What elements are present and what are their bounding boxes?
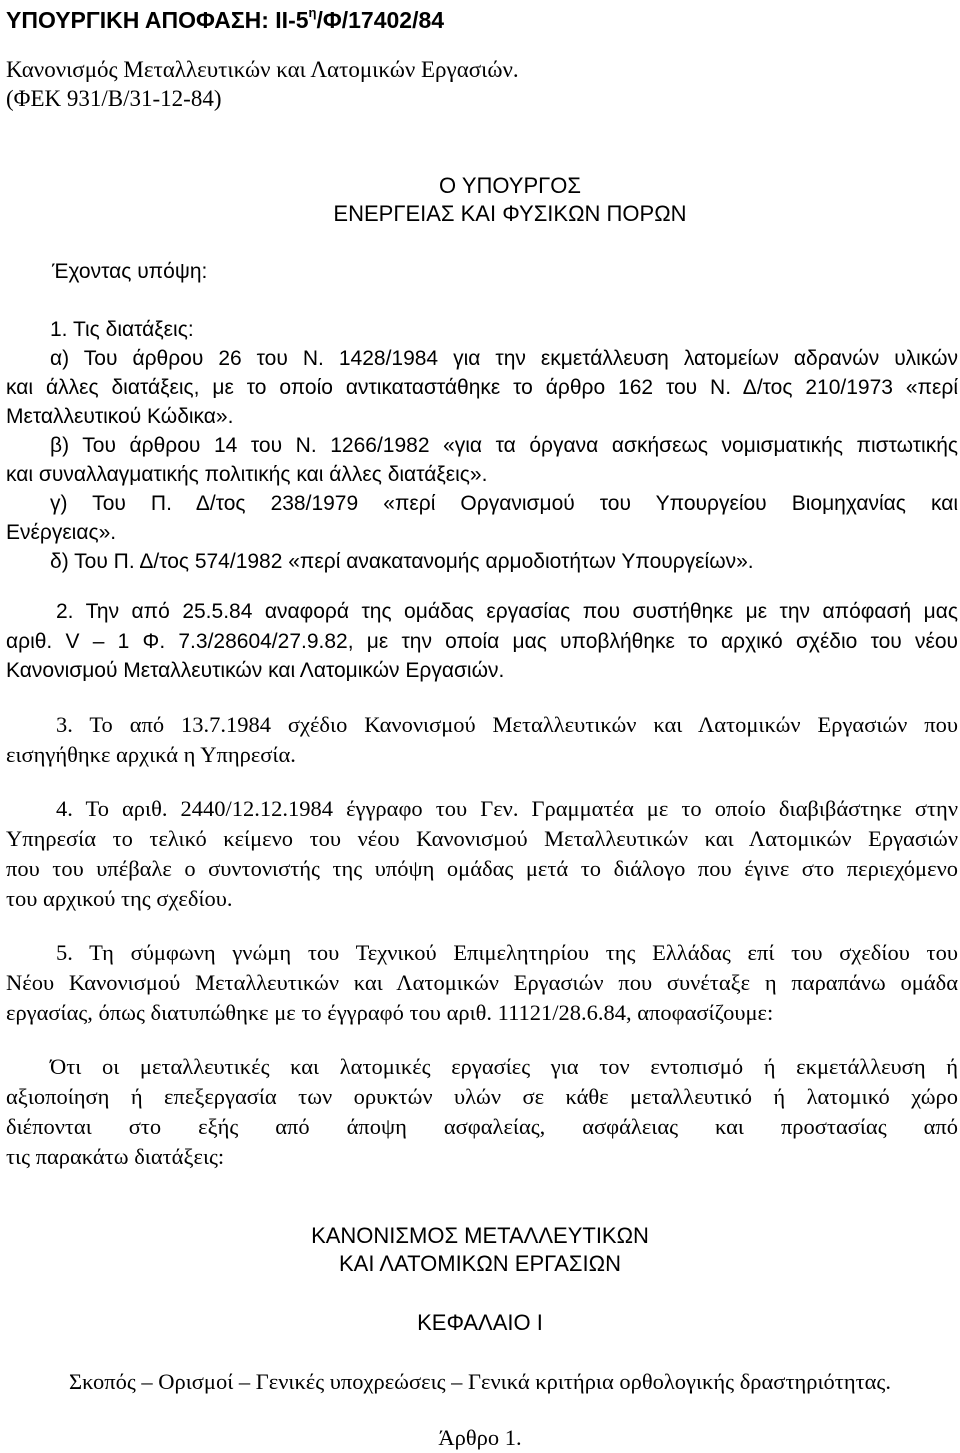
authority-line-2: ΕΝΕΡΓΕΙΑΣ ΚΑΙ ΦΥΣΙΚΩΝ ΠΟΡΩΝ bbox=[333, 201, 687, 226]
decision-paragraph bbox=[6, 1052, 958, 1172]
item-1c-line-2: Ενέργειας». bbox=[6, 521, 117, 544]
having-regard-label: Έχοντας υπόψη: bbox=[52, 260, 208, 283]
item-5-line-3: εργασίας, όπως διατυπώθηκε με το έγγραφό του αριθ. 11121/28.6.84, αποφασίζουμε: bbox=[6, 1000, 774, 1025]
item-5-line-1: 5. Τη σύμφωνη γνώμη του Τεχνικού Επιμελητηρίου της Ελλάδας επί του σχεδίου του bbox=[56, 940, 958, 965]
item-3-line-1: 3. Το από 13.7.1984 σχέδιο Κανονισμού Μεταλλευτικών και Λατομικών Εργασιών που bbox=[56, 712, 958, 737]
decision-line-1: Ότι οι μεταλλευτικές και λατομικές εργασίες για τον εντοπισμό ή εκμετάλλευση ή bbox=[50, 1054, 958, 1079]
item-2-line-3: Κανονισμού Μεταλλευτικών και Λατομικών Εργασιών. bbox=[6, 659, 505, 682]
decision-line-3: διέπονται στο εξής από άποψη ασφαλείας, ασφάλειας και προστασίας από bbox=[6, 1114, 958, 1139]
chapter-heading: ΚΕΦΑΛΑΙΟ Ι bbox=[417, 1310, 543, 1335]
document-subtitle: Κανονισμός Μεταλλευτικών και Λατομικών Εργασιών. bbox=[6, 57, 519, 82]
item-1a-line-2: και άλλες διατάξεις, με το οποίο αντικαταστάθηκε το άρθρο 162 του Ν. Δ/τος 210/1973 «περί bbox=[6, 376, 958, 399]
item-3-line-2: εισηγήθηκε αρχικά η Υπηρεσία. bbox=[6, 742, 296, 767]
item-1b-line-2: και συναλλαγματικής πολιτικής και άλλες διατάξεις». bbox=[6, 463, 488, 486]
preamble-item-5 bbox=[6, 938, 958, 1028]
title-suffix: /Φ/17402/84 bbox=[316, 7, 445, 33]
item-4-line-3: που του υπέβαλε ο συντονιστής της υπόψη ομάδας μετά το διάλογο που έγινε στο περιεχόμενο bbox=[6, 856, 958, 881]
preamble-item-1 bbox=[6, 315, 958, 576]
preamble-item-2 bbox=[6, 597, 958, 686]
item-2-line-2: αριθ. V – 1 Φ. 7.3/28604/27.9.82, με την οποία μας υποβλήθηκε το αρχικό σχέδιο του νέου bbox=[6, 629, 958, 653]
item-4-line-2: Υπηρεσία το τελικό κείμενο του νέου Κανονισμού Μεταλλευτικών και Λατομικών Εργασιών bbox=[6, 826, 958, 851]
regulation-title-line-1: ΚΑΝΟΝΙΣΜΟΣ ΜΕΤΑΛΛΕΥΤΙΚΩΝ bbox=[311, 1223, 649, 1248]
item-4-line-1: 4. Το αριθ. 2440/12.12.1984 έγγραφο του Γεν. Γραμματέα με το οποίο διαβιβάστηκε στην bbox=[56, 796, 958, 821]
item-1d-line-1: δ) Του Π. Δ/τος 574/1982 «περί ανακατανομής αρμοδιοτήτων Υπουργείων». bbox=[50, 550, 754, 573]
authority-line-1: Ο ΥΠΟΥΡΓΟΣ bbox=[439, 173, 581, 198]
chapter-subject: Σκοπός – Ορισμοί – Γενικές υποχρεώσεις – Γενικά κριτήρια ορθολογικής δραστηριότητας. bbox=[69, 1369, 891, 1394]
gazette-reference: (ΦΕΚ 931/Β/31-12-84) bbox=[6, 86, 222, 111]
title-superscript: η bbox=[308, 5, 317, 21]
decision-line-2: αξιοποίηση ή επεξεργασία των ορυκτών υλών σε κάθε μεταλλευτικό ή λατομικό χώρο bbox=[6, 1084, 958, 1109]
preamble-item-4 bbox=[6, 794, 958, 914]
item-4-line-4: του αρχικού της σχεδίου. bbox=[6, 886, 233, 911]
article-heading: Άρθρο 1. bbox=[438, 1425, 522, 1450]
decision-line-4: τις παρακάτω διατάξεις: bbox=[6, 1144, 225, 1169]
item-1c-line-1: γ) Του Π. Δ/τος 238/1979 «περί Οργανισμού του Υπουργείου Βιομηχανίας και bbox=[50, 492, 958, 515]
item-1b-line-1: β) Του άρθρου 14 του Ν. 1266/1982 «για τα όργανα ασκήσεως νομισματικής πιστωτικής bbox=[50, 434, 958, 457]
item-2-line-1: 2. Την από 25.5.84 αναφορά της ομάδας εργασίας που συστήθηκε με την απόφασή μας bbox=[56, 600, 958, 623]
regulation-title-line-2: ΚΑΙ ΛΑΤΟΜΙΚΩΝ ΕΡΓΑΣΙΩΝ bbox=[339, 1251, 621, 1276]
item-5-line-2: Νέου Κανονισμού Μεταλλευτικών και Λατομικών Εργασιών που συνέταξε η παραπάνω ομάδα bbox=[6, 970, 958, 995]
item-1a-line-1: α) Του άρθρου 26 του Ν. 1428/1984 για την εκμετάλλευση λατομείων αδρανών υλικών bbox=[50, 347, 958, 370]
document-title bbox=[6, 6, 444, 34]
title-prefix: ΥΠΟΥΡΓΙΚΗ ΑΠΟΦΑΣΗ: ΙΙ-5 bbox=[6, 7, 309, 33]
item-1a-line-3: Μεταλλευτικού Κώδικα». bbox=[6, 405, 234, 428]
preamble-item-3 bbox=[6, 710, 958, 770]
item-1-heading: 1. Τις διατάξεις: bbox=[50, 318, 194, 341]
